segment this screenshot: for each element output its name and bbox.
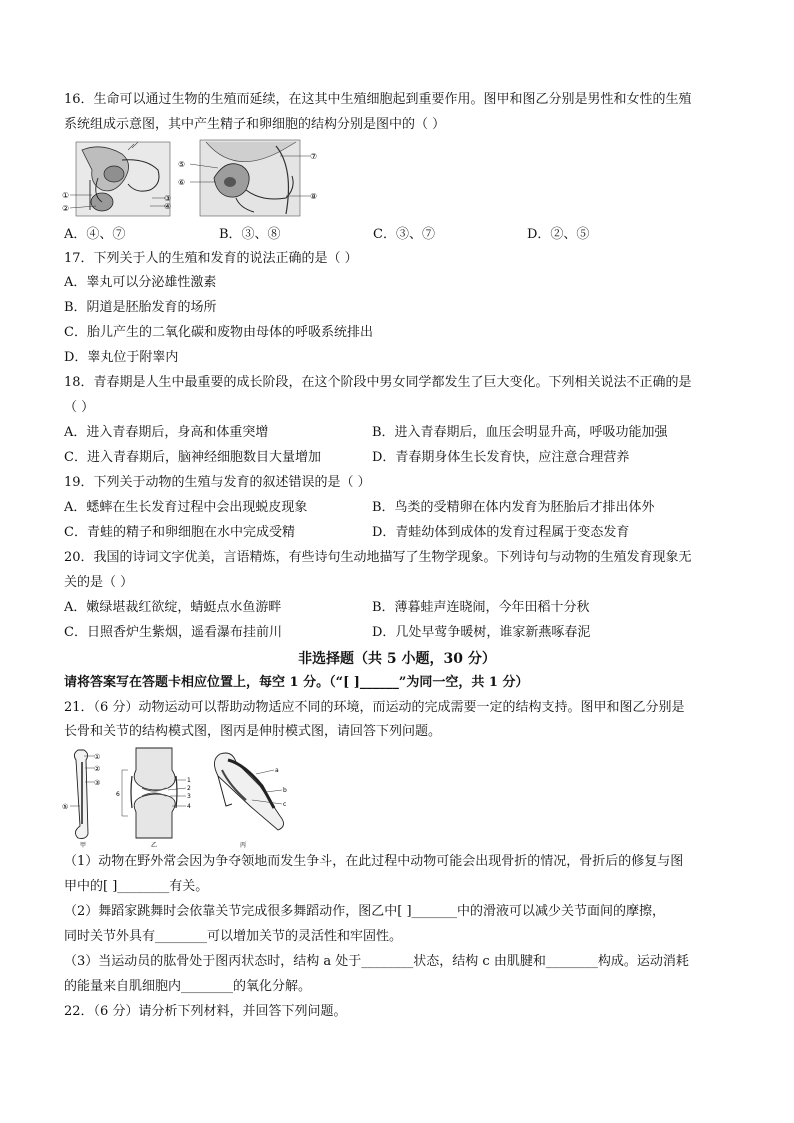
fig21-label-6: 6 [116,791,120,798]
section-title: 非选择题（共 5 小题，30 分） [298,651,496,667]
q21-sub1-line1: （1）动物在野外常会因为争夺领地而发生争斗，在此过程中动物可能会出现骨折的情况，骨折后的修复与图 [64,854,684,869]
fig21-caption-bing: 丙 [240,842,247,848]
fig21-label-2: ② [94,765,101,773]
q16-option-d[interactable]: D．②、⑤ [527,227,590,242]
q20-option-b[interactable]: B．薄暮蛙声连晓闹，今年田稻十分秋 [372,600,590,615]
q21-sub1-line2[interactable]: 甲中的[ ]________有关。 [64,879,209,894]
q16-stem-line2: 系统组成示意图，其中产生精子和卵细胞的结构分别是图中的（ ） [64,117,446,132]
q20-stem-line1: 20．我国的诗词文字优美，言语精炼，有些诗句生动地描写了生物学现象。下列诗句与动物的生殖发育现象无 [64,550,692,565]
long-bone-diagram [62,750,100,839]
q21-sub2-line2[interactable]: 同时关节外具有________可以增加关节的灵活性和牢固性。 [64,929,403,944]
q16-option-c[interactable]: C．③、⑦ [373,227,435,242]
q17-option-b[interactable]: B．阴道是胚胎发育的场所 [64,300,217,315]
q21-stem-line2: 长骨和关节的结构模式图，图丙是伸肘模式图，请回答下列问题。 [64,724,442,739]
bone-joint-elbow-figure [60,746,300,848]
q21-sub2-line1[interactable]: （2）舞蹈家跳舞时会依靠关节完成很多舞蹈动作，图乙中[ ]_______中的滑液可以减少关节面间的摩擦， [64,904,666,919]
fig16-label-4: ④ [164,202,172,211]
q20-stem-line2: 关的是（ ） [64,575,134,590]
fig16-label-8: ⑧ [310,192,318,201]
elbow-diagram [214,753,287,830]
section-instruction: 请将答案写在答题卡相应位置上，每空 1 分。（“[ ]______”为同一空，共 1 分） [64,675,529,690]
q19-option-c[interactable]: C．青蛙的精子和卵细胞在水中完成受精 [64,525,295,540]
fig21-label-joint-2: 2 [187,785,191,792]
q19-stem: 19．下列关于动物的生殖与发育的叙述错误的是（ ） [64,475,371,490]
q17-option-a[interactable]: A．睾丸可以分泌雄性激素 [64,275,217,290]
male-reproductive-figure [62,140,172,218]
q18-option-c[interactable]: C．进入青春期后，脑神经细胞数目大量增加 [64,450,321,465]
fig21-label-a: a [275,767,279,774]
q21-sub3-line1[interactable]: （3）当运动员的肱骨处于图丙状态时，结构 a 处于________状态，结构 c 由肌腱和________构成。运动消耗 [64,954,689,969]
female-reproductive-figure [176,138,326,218]
q18-option-b[interactable]: B．进入青春期后，血压会明显升高，呼吸功能加强 [372,425,668,440]
fig21-label-c: c [283,801,287,808]
fig16-label-6: ⑥ [178,178,186,187]
joint-diagram [116,748,191,838]
q17-option-d[interactable]: D．睾丸位于附睾内 [64,350,179,365]
fig16-label-3: ③ [164,194,172,203]
fig21-label-joint-1: 1 [187,777,191,784]
q18-stem-line2: （ ） [64,400,95,415]
q22-stem: 22．（6 分）请分析下列材料，并回答下列问题。 [64,1004,347,1019]
q20-option-d[interactable]: D．几处早莺争暖树，谁家新燕啄春泥 [372,625,591,640]
q16-stem-line1: 16．生命可以通过生物的生殖而延续，在这其中生殖细胞起到重要作用。图甲和图乙分别是男性和女性的生殖 [64,92,692,107]
q20-option-c[interactable]: C．日照香炉生紫烟，遥看瀑布挂前川 [64,625,282,640]
fig16-label-2: ② [62,204,70,213]
q20-option-a[interactable]: A．嫩绿堪裁红欲绽，蜻蜓点水鱼游畔 [64,600,282,615]
fig21-label-joint-3: 3 [187,793,191,800]
fig16-label-5: ⑤ [178,160,186,169]
q16-option-a[interactable]: A．④、⑦ [64,227,126,242]
q17-stem: 17．下列关于人的生殖和发育的说法正确的是（ ） [64,251,358,266]
fig21-label-joint-4: 4 [187,803,191,810]
fig21-label-b: b [283,787,287,794]
q19-option-b[interactable]: B．鸟类的受精卵在体内发育为胚胎后才排出体外 [372,500,655,515]
fig16-label-7: ⑦ [310,152,318,161]
q19-option-a[interactable]: A．蟋蟀在生长发育过程中会出现蜕皮现象 [64,500,308,515]
q17-option-c[interactable]: C．胎儿产生的二氧化碳和废物由母体的呼吸系统排出 [64,325,373,340]
fig16-label-1: ① [62,191,70,200]
fig21-label-3: ③ [94,779,101,787]
q18-option-a[interactable]: A．进入青春期后，身高和体重突增 [64,425,269,440]
q19-option-d[interactable]: D．青蛙幼体到成体的发育过程属于变态发育 [372,525,630,540]
q18-option-d[interactable]: D．青春期身体生长发育快，应注意合理营养 [372,450,630,465]
q21-stem-line1: 21．（6 分）动物运动可以帮助动物适应不同的环境，而运动的完成需要一定的结构支持。图甲和图乙分别是 [64,700,685,715]
fig21-caption-jia: 甲 [80,842,87,848]
fig21-caption-yi: 乙 [151,842,158,848]
q18-stem-line1: 18．青春期是人生中最重要的成长阶段，在这个阶段中男女同学都发生了巨大变化。下列相关说法不正确的是 [64,375,692,390]
q21-sub3-line2[interactable]: 的能量来自肌细胞内________的氧化分解。 [64,979,312,994]
q16-option-b[interactable]: B．③、⑧ [219,227,281,242]
fig21-label-4: ⑤ [62,803,69,811]
fig21-label-1: ① [94,753,101,761]
